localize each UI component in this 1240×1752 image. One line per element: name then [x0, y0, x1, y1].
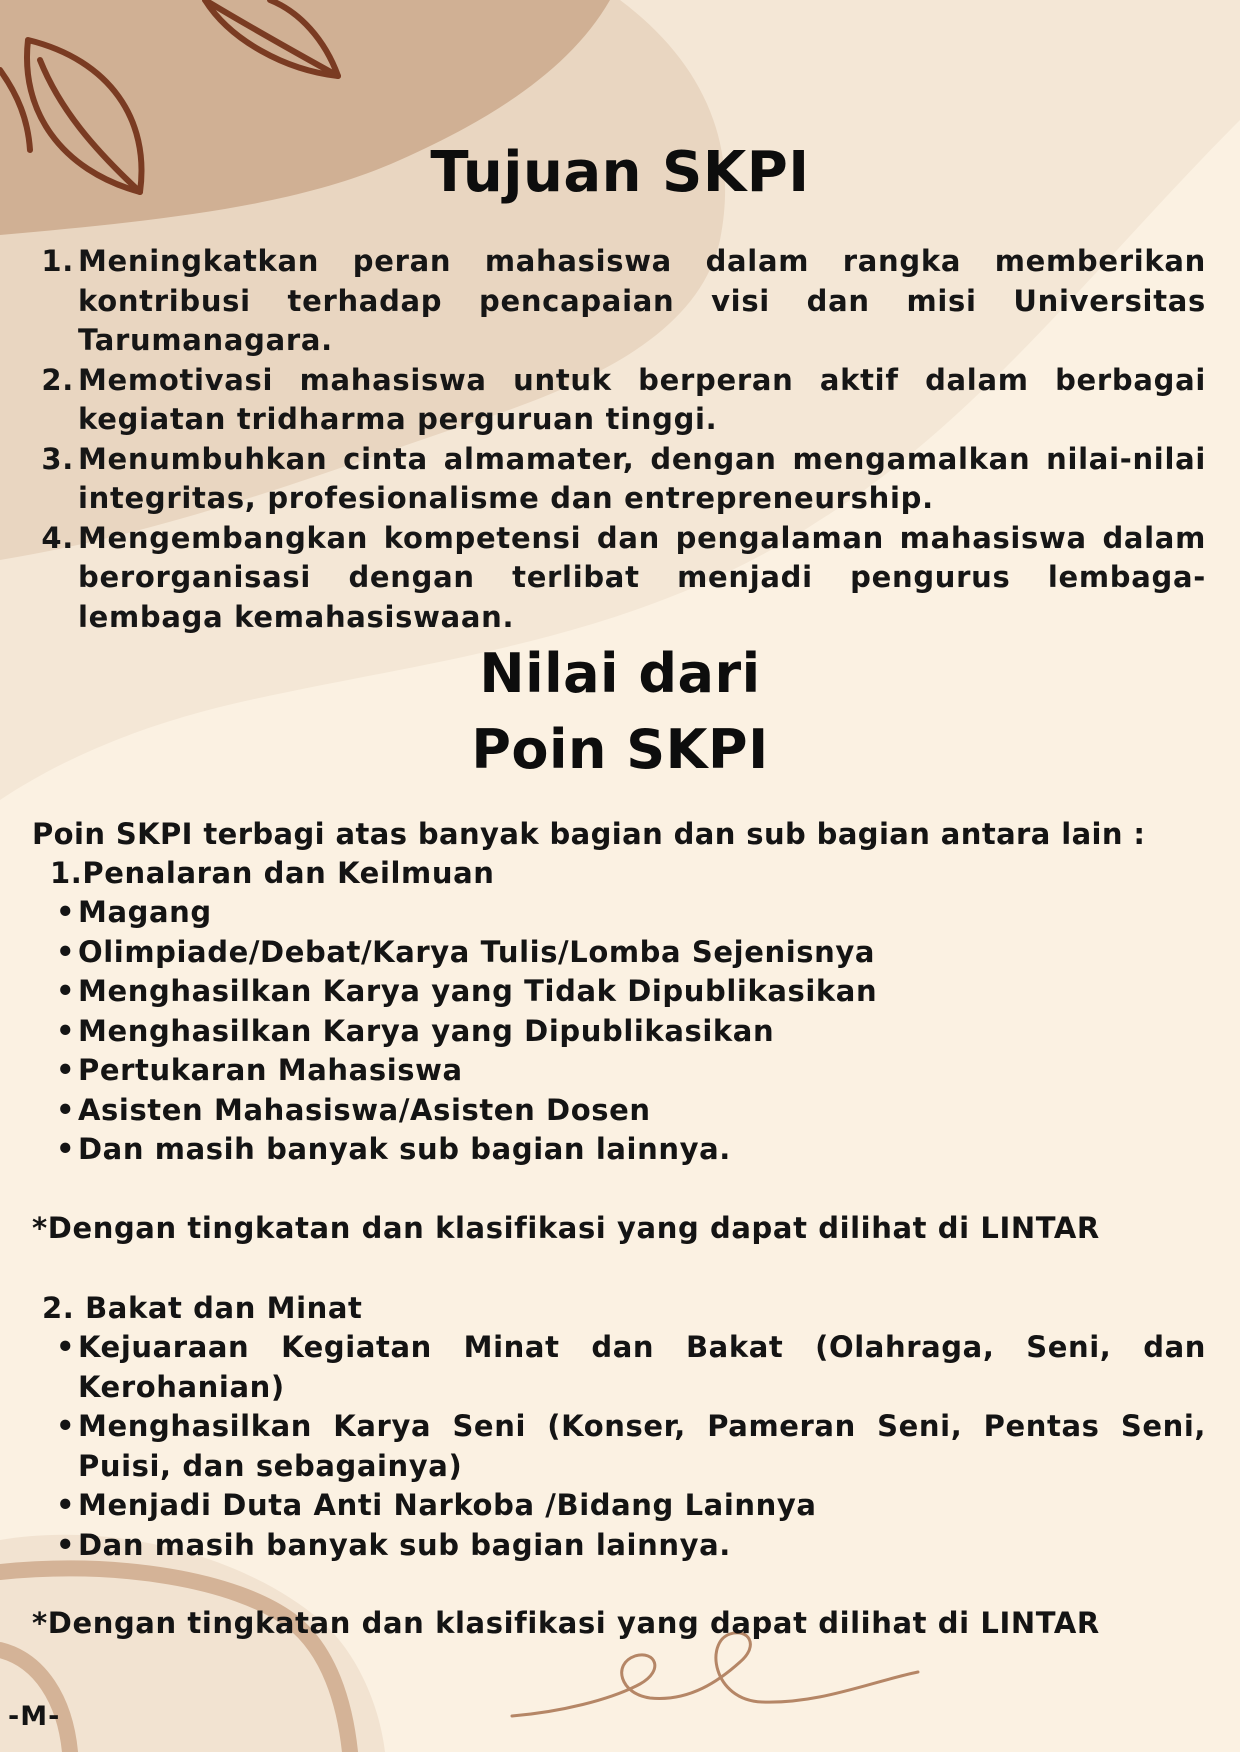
- bullet-icon: •: [56, 1053, 76, 1087]
- nilai-heading-line1: Nilai dari: [479, 642, 761, 705]
- list-item-text: Kejuaraan Kegiatan Minat dan Bakat (Olahraga, Seni, dan Kerohanian): [78, 1330, 1206, 1404]
- list-item: [52, 1328, 1206, 1407]
- nilai-heading-line2: Poin SKPI: [471, 718, 769, 781]
- category-bakat-list: [52, 1328, 1206, 1565]
- list-item-text: Asisten Mahasiswa/Asisten Dosen: [78, 1092, 651, 1127]
- bullet-icon: •: [56, 1409, 76, 1443]
- footer-mark: -M-: [8, 1701, 61, 1732]
- list-item-text: Menghasilkan Karya yang Tidak Dipublikasikan: [78, 974, 878, 1008]
- bullet-icon: •: [56, 934, 76, 969]
- list-item-text: Pertukaran Mahasiswa: [78, 1053, 463, 1087]
- list-item-text: Magang: [78, 895, 212, 929]
- list-item: [52, 972, 1206, 1012]
- nilai-intro-text: Poin SKPI terbagi atas banyak bagian dan sub bagian antara lain :: [32, 817, 1146, 851]
- category-penalaran-title: 1.Penalaran dan Keilmuan: [50, 856, 495, 890]
- category-bakat-title: 2. Bakat dan Minat: [42, 1291, 363, 1325]
- list-number: 1.: [41, 244, 74, 278]
- list-item: [52, 1526, 1206, 1566]
- list-item: [52, 933, 1206, 973]
- list-item: [52, 1012, 1206, 1052]
- list-item: [40, 519, 1206, 638]
- list-item-text: Menghasilkan Karya yang Dipublikasikan: [78, 1013, 775, 1048]
- list-item-text: Menghasilkan Karya Seni (Konser, Pameran Seni, Pentas Seni, Puisi, dan sebagainya): [78, 1409, 1206, 1483]
- lintar-note: *Dengan tingkatan dan klasifikasi yang dapat dilihat di LINTAR: [32, 1606, 1100, 1640]
- list-item: [52, 1051, 1206, 1091]
- tujuan-list: [40, 242, 1206, 637]
- lintar-note: *Dengan tingkatan dan klasifikasi yang dapat dilihat di LINTAR: [32, 1211, 1100, 1245]
- nilai-heading: [0, 636, 1240, 788]
- list-item: [52, 1486, 1206, 1526]
- tujuan-heading: Tujuan SKPI: [430, 140, 810, 205]
- bullet-icon: •: [56, 1330, 76, 1364]
- list-item: [52, 1407, 1206, 1486]
- bullet-icon: •: [56, 1132, 76, 1166]
- list-item-text: Menumbuhkan cinta almamater, dengan mengamalkan nilai-nilai integritas, profesionalisme dan entrepreneurship.: [78, 441, 1206, 515]
- list-item-text: Olimpiade/Debat/Karya Tulis/Lomba Sejenisnya: [78, 934, 876, 969]
- list-item: [52, 893, 1206, 933]
- list-number: 3.: [41, 441, 74, 476]
- list-item: [40, 242, 1206, 361]
- bullet-icon: •: [56, 1092, 76, 1127]
- list-item: [52, 1130, 1206, 1170]
- category-penalaran-list: [52, 893, 1206, 1170]
- list-item: [40, 361, 1206, 440]
- list-item-text: Dan masih banyak sub bagian lainnya.: [78, 1132, 731, 1166]
- list-item-text: Meningkatkan peran mahasiswa dalam rangka memberikan kontribusi terhadap pencapaian visi dan misi Universitas Tarumanagara.: [78, 244, 1206, 357]
- bullet-icon: •: [56, 1013, 76, 1048]
- list-item-text: Memotivasi mahasiswa untuk berperan aktif dalam berbagai kegiatan tridharma perguruan tinggi.: [78, 362, 1206, 436]
- bullet-icon: •: [56, 895, 76, 929]
- list-item: [40, 440, 1206, 519]
- bullet-icon: •: [56, 1527, 76, 1562]
- list-number: 2.: [41, 362, 74, 397]
- list-item: [52, 1091, 1206, 1131]
- list-number: 4.: [41, 520, 74, 555]
- bullet-icon: •: [56, 1488, 76, 1522]
- list-item-text: Dan masih banyak sub bagian lainnya.: [78, 1527, 731, 1562]
- bullet-icon: •: [56, 974, 76, 1008]
- list-item-text: Menjadi Duta Anti Narkoba /Bidang Lainnya: [78, 1488, 817, 1522]
- list-item-text: Mengembangkan kompetensi dan pengalaman mahasiswa dalam berorganisasi dengan terlibat menjadi pengurus lembaga-lembaga kemahasiswaan.: [78, 520, 1206, 634]
